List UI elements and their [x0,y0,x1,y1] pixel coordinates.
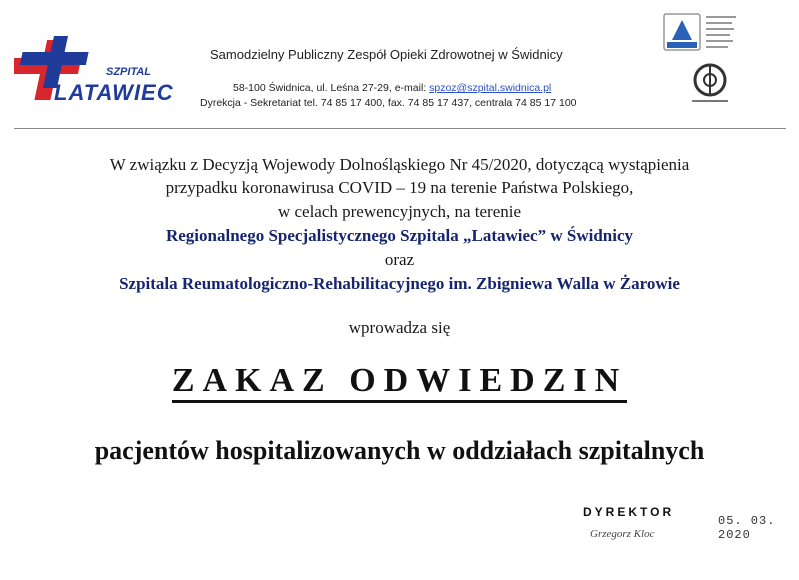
hospital-name-2: Szpitala Reumatologiczno-Rehabilitacyjnego im. Zbigniewa Walla w Żarowie [119,274,680,293]
hospital-logo [14,36,174,112]
tuv-certificate-badge [662,12,742,60]
conjunction-text: oraz [384,250,415,269]
body-line-3: w celach prewencyjnych, na terenie [277,202,522,221]
address-line [233,82,653,94]
stamp-date: 05. 03. 2020 [718,514,776,542]
address-text: 58-100 Świdnica, ul. Leśna 27-29, e-mail: [233,82,430,94]
body-line-2: przypadku koronawirusa COVID – 19 na terenie Państwa Polskiego, [165,178,634,197]
signature: Grzegorz Kloc [590,528,655,540]
logo-brand-small: SZPITAL [106,66,152,78]
logo-brand-big: LATAWIEC [54,80,174,105]
director-title: DYREKTOR [583,505,675,519]
header-divider [14,128,786,129]
org-name: Samodzielny Publiczny Zespół Opieki Zdrowotnej w Świdnicy [210,47,563,62]
quality-certificate-badge [680,60,740,108]
intro-text: wprowadza się [348,318,451,337]
subline: pacjentów hospitalizowanych w oddziałach szpitalnych [94,436,705,465]
email-link[interactable]: spzoz@szpital.swidnica.pl [429,82,552,94]
headline [0,362,799,400]
hospital-name-1: Regionalnego Specjalistycznego Szpitala „Latawiec” w Świdnicy [165,226,633,245]
contact-line: Dyrekcja - Sekretariat tel. 74 85 17 400, fax. 74 85 17 437, centrala 74 85 17 100 [200,97,577,109]
body-line-1: W związku z Decyzją Wojewody Dolnośląskiego Nr 45/2020, dotyczącą wystąpienia [109,155,690,174]
headline-text: ZAKAZ ODWIEDZIN [172,362,627,403]
